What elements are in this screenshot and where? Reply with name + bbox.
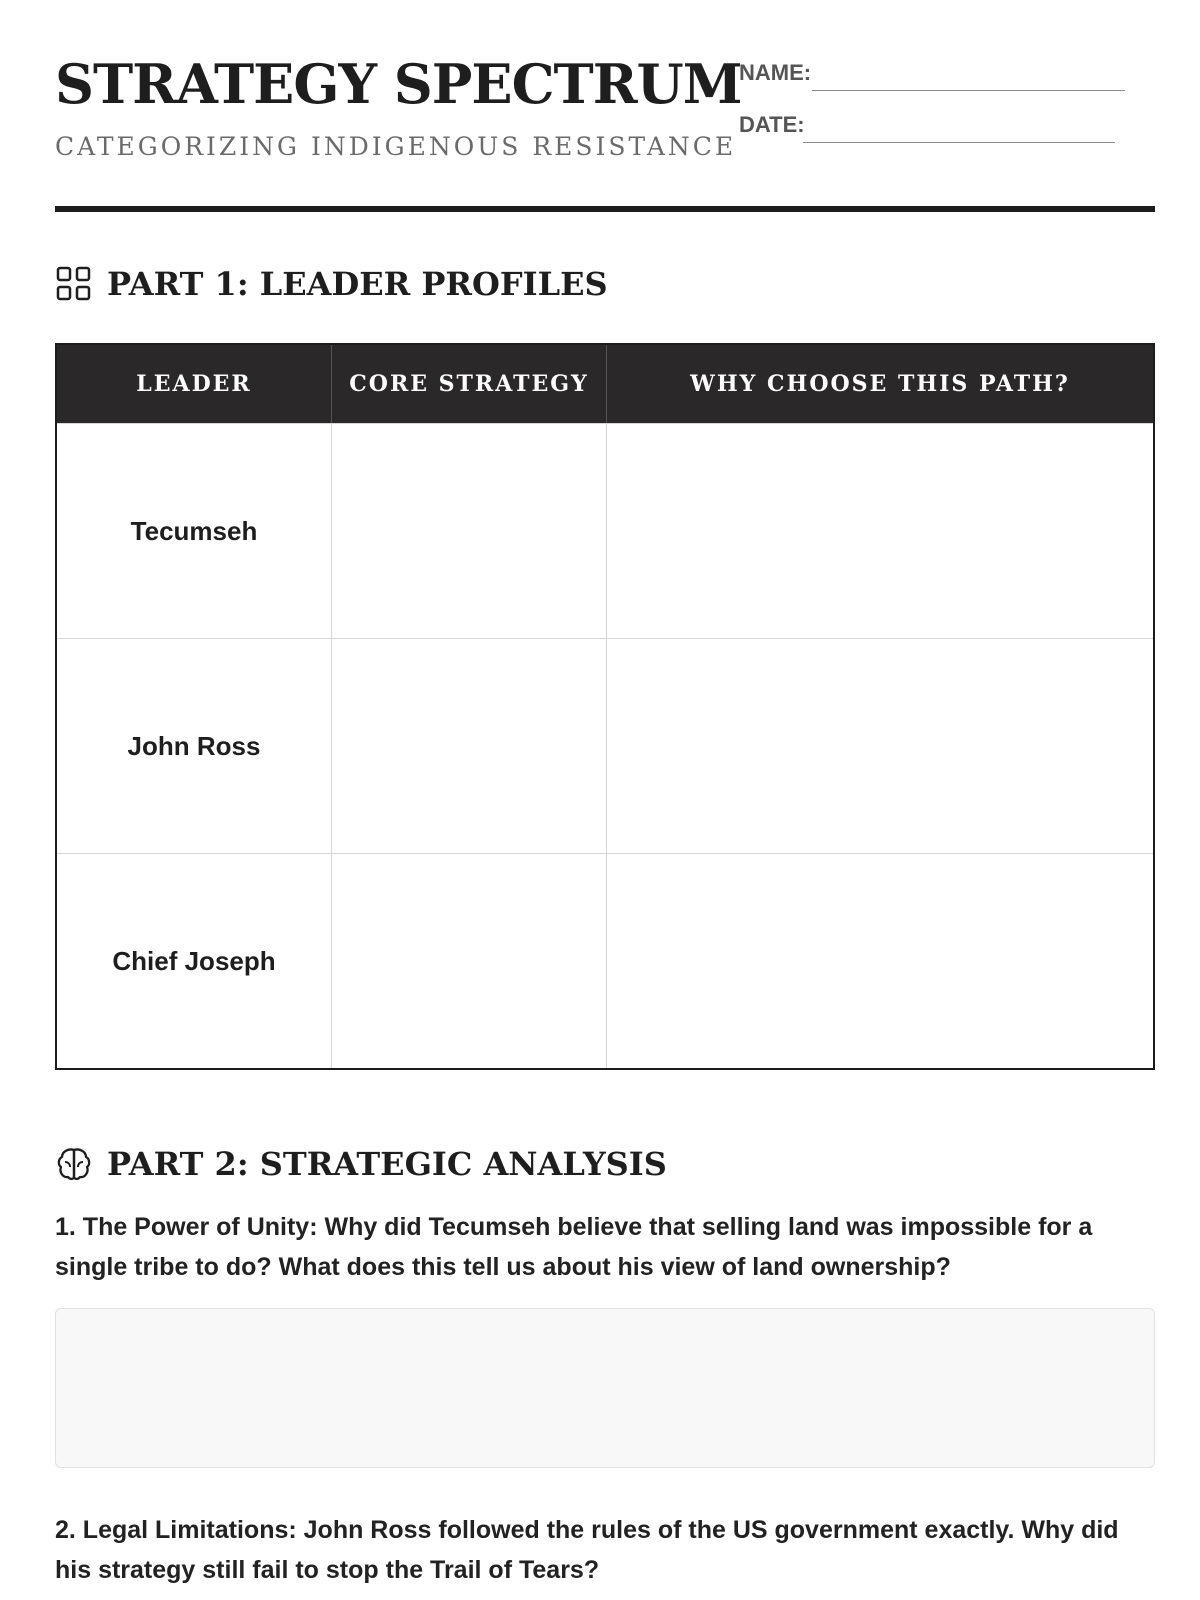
leader-name: Tecumseh [57, 424, 332, 638]
worksheet-page [55, 0, 1155, 1584]
core-strategy-cell[interactable] [332, 854, 607, 1068]
why-cell[interactable] [607, 639, 1153, 853]
name-field[interactable] [812, 90, 1125, 91]
core-strategy-cell[interactable] [332, 639, 607, 853]
worksheet-header [55, 0, 1155, 215]
header-divider [55, 206, 1155, 212]
table-header-row [57, 345, 1153, 423]
page-title: STRATEGY SPECTRUM [55, 52, 742, 116]
column-header-core-strategy: CORE STRATEGY [332, 345, 607, 423]
date-label: DATE: [739, 112, 805, 137]
question-2: 2. Legal Limitations: John Ross followed the rules of the US government exactly. Why did his strategy still fail to stop the Trail of Tears? [55, 1516, 1119, 1584]
leader-name: Chief Joseph [57, 854, 332, 1068]
answer-box-1[interactable] [55, 1308, 1155, 1468]
part2-title: PART 2: STRATEGIC ANALYSIS [107, 1145, 667, 1183]
part1-title: PART 1: LEADER PROFILES [107, 265, 608, 303]
why-cell[interactable] [607, 854, 1153, 1068]
name-label: NAME: [739, 60, 812, 85]
table-row [57, 853, 1153, 1068]
column-header-leader: LEADER [57, 345, 332, 423]
leader-name: John Ross [57, 639, 332, 853]
leader-profiles-table [55, 343, 1155, 1070]
table-row [57, 638, 1153, 853]
column-header-why: WHY CHOOSE THIS PATH? [690, 371, 1070, 397]
brain-icon [55, 1145, 93, 1183]
part1-heading [55, 265, 608, 303]
why-cell[interactable] [607, 424, 1153, 638]
core-strategy-cell[interactable] [332, 424, 607, 638]
question-1: 1. The Power of Unity: Why did Tecumseh believe that selling land was impossible for a single tribe to do? What does this tell us about his view of land ownership? [55, 1213, 1093, 1281]
date-field[interactable] [803, 142, 1115, 143]
table-row [57, 423, 1153, 638]
grid-icon [55, 265, 93, 303]
part2-heading [55, 1145, 667, 1183]
page-subtitle: CATEGORIZING INDIGENOUS RESISTANCE [55, 132, 737, 161]
